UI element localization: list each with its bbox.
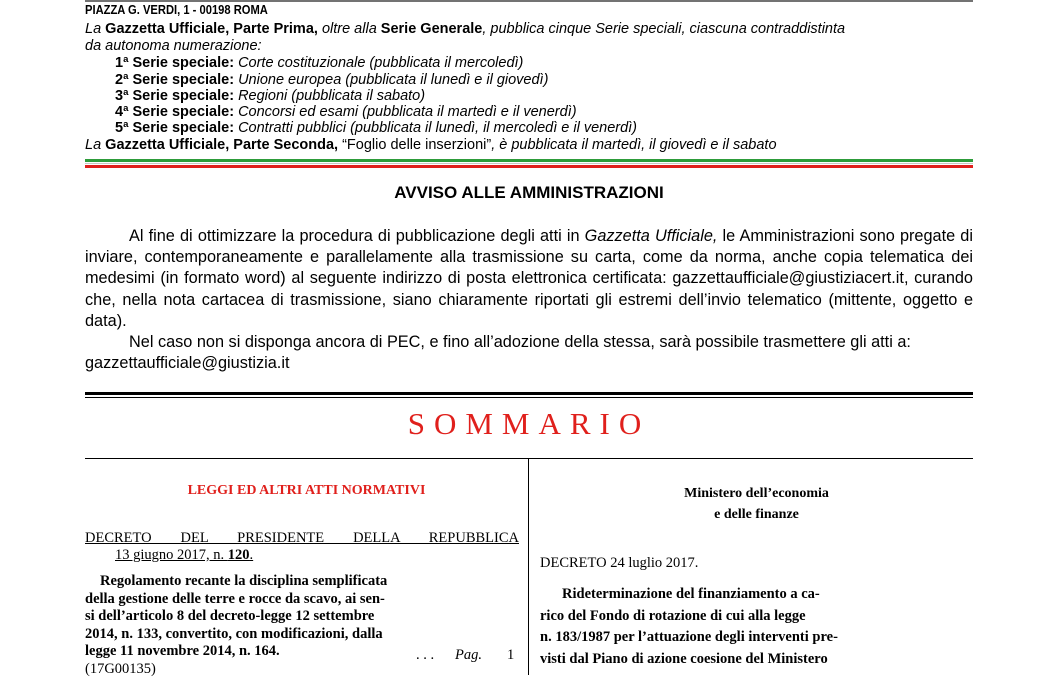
serie-label: 3ª Serie speciale: [115,88,234,104]
intro-text: , è pubblicata il martedì, il giovedì e il sabato [491,137,776,153]
flag-white-stripe [85,163,973,164]
column-divider [528,459,529,675]
page-number[interactable]: 1 [507,647,514,664]
serie-desc: Concorsi ed esami (pubblicata il martedì e il venerdì) [238,104,576,120]
decree-number: 120 [228,547,250,563]
serie-label: 2ª Serie speciale: [115,72,234,88]
summary-line: n. 183/1987 per l’attuazione degli interventi pre- [540,627,893,649]
serie-desc: Unione europea (pubblicata il lunedì e il giovedì) [238,72,548,88]
intro-line-2 [85,38,262,55]
serie-label: 4ª Serie speciale: [115,104,234,120]
serie-item [115,55,523,72]
summary-last-line [85,643,440,678]
summary-line: legge 11 novembre 2014, n. 164. [85,643,440,661]
ministry-line: Ministero dell’economia [540,483,973,504]
intro-bold: Gazzetta Ufficiale, Parte Prima, [105,21,318,37]
decree-date-text: 13 giugno 2017, n. [115,547,228,563]
summary-line: Rideterminazione del finanziamento a ca- [540,584,893,606]
publisher-address: PIAZZA G. VERDI, 1 - 00198 ROMA [85,2,268,17]
page-label: Pag. [455,647,482,664]
decree-date-text: . [250,547,254,563]
serie-item [115,120,637,137]
avviso-body [85,226,973,374]
intro-bold: Gazzetta Ufficiale, Parte Seconda, [105,137,338,153]
decree-date[interactable] [115,547,253,564]
avviso-email: gazzettaufficiale@giustizia.it [85,353,973,374]
avviso-title: AVVISO ALLE AMMINISTRAZIONI [0,183,1058,203]
ministry-line: e delle finanze [540,504,973,525]
avviso-paragraph-2: Nel caso non si disponga ancora di PEC, e fino all’adozione della stessa, sarà possibile trasmettere gli atti a: [85,332,973,353]
serie-label: 1ª Serie speciale: [115,55,234,71]
intro-text: da autonoma numerazione: [85,38,262,54]
serie-desc: Regioni (pubblicata il sabato) [238,88,425,104]
flag-green-stripe [85,159,973,162]
serie-item [115,88,425,105]
intro-text: “Foglio delle inserzioni” [338,137,491,153]
intro-text: , pubblica cinque Serie speciali, ciascuna contraddistinta [482,21,845,37]
intro-text: La [85,21,105,37]
intro-text: La [85,137,105,153]
section-heading: LEGGI ED ALTRI ATTI NORMATIVI [85,483,528,499]
serie-desc: Corte costituzionale (pubblicata il mercoledì) [238,55,523,71]
summary-line: della gestione delle terre e rocce da scavo, ai sen- [85,591,440,609]
intro-line-1 [85,21,973,38]
intro-bold: Serie Generale [381,21,483,37]
avviso-text: Al fine di ottimizzare la procedura di pubblicazione degli atti in [129,227,585,245]
flag-red-stripe [85,165,973,168]
decree-title[interactable]: DECRETO DEL PRESIDENTE DELLA REPUBBLICA [85,530,519,547]
sommario-rule-thin [85,397,973,398]
sommario-rule-thick [85,392,973,395]
ministry-heading [540,483,973,525]
intro-last-line [85,137,777,154]
summary-line: visti dal Piano di azione coesione del Ministero [540,649,893,671]
dot-leader: . . . [416,647,434,664]
serie-label: 5ª Serie speciale: [115,120,234,136]
decree-code: (17G00135) [85,661,440,678]
right-decree-title[interactable]: DECRETO 24 luglio 2017. [540,555,698,572]
serie-item [115,72,548,89]
decree-summary [85,573,440,678]
summary-line: rico del Fondo di rotazione di cui alla legge [540,606,893,628]
avviso-paragraph-1 [85,226,973,332]
avviso-text: le Amministrazioni sono pregate di inviare, contemporaneamente e parallelamente alla trasmissione su carta, come da norma, anche copia telematica dei medesimi (in formato word) al seguente indirizzo di posta elettronica certificata: gazzettaufficiale@giustiziacert.it, curando che, nella nota cartacea di trasmissione, siano chiaramente riportati gli estremi dell’invio telematico (mittente, oggetto e data). [85,227,973,330]
sommario-title: SOMMARIO [0,406,1058,442]
summary-line: si dell’articolo 8 del decreto-legge 12 settembre [85,608,440,626]
summary-line: 2014, n. 133, convertito, con modificazioni, dalla [85,626,440,644]
summary-line: Regolamento recante la disciplina semplificata [85,573,440,591]
serie-desc: Contratti pubblici (pubblicata il lunedì, il mercoledì e il venerdì) [238,120,637,136]
right-decree-summary [540,584,893,670]
sommario-rule-bottom [85,458,973,459]
avviso-text-italic: Gazzetta Ufficiale, [585,227,718,245]
serie-item [115,104,577,121]
intro-text: oltre alla [318,21,381,37]
